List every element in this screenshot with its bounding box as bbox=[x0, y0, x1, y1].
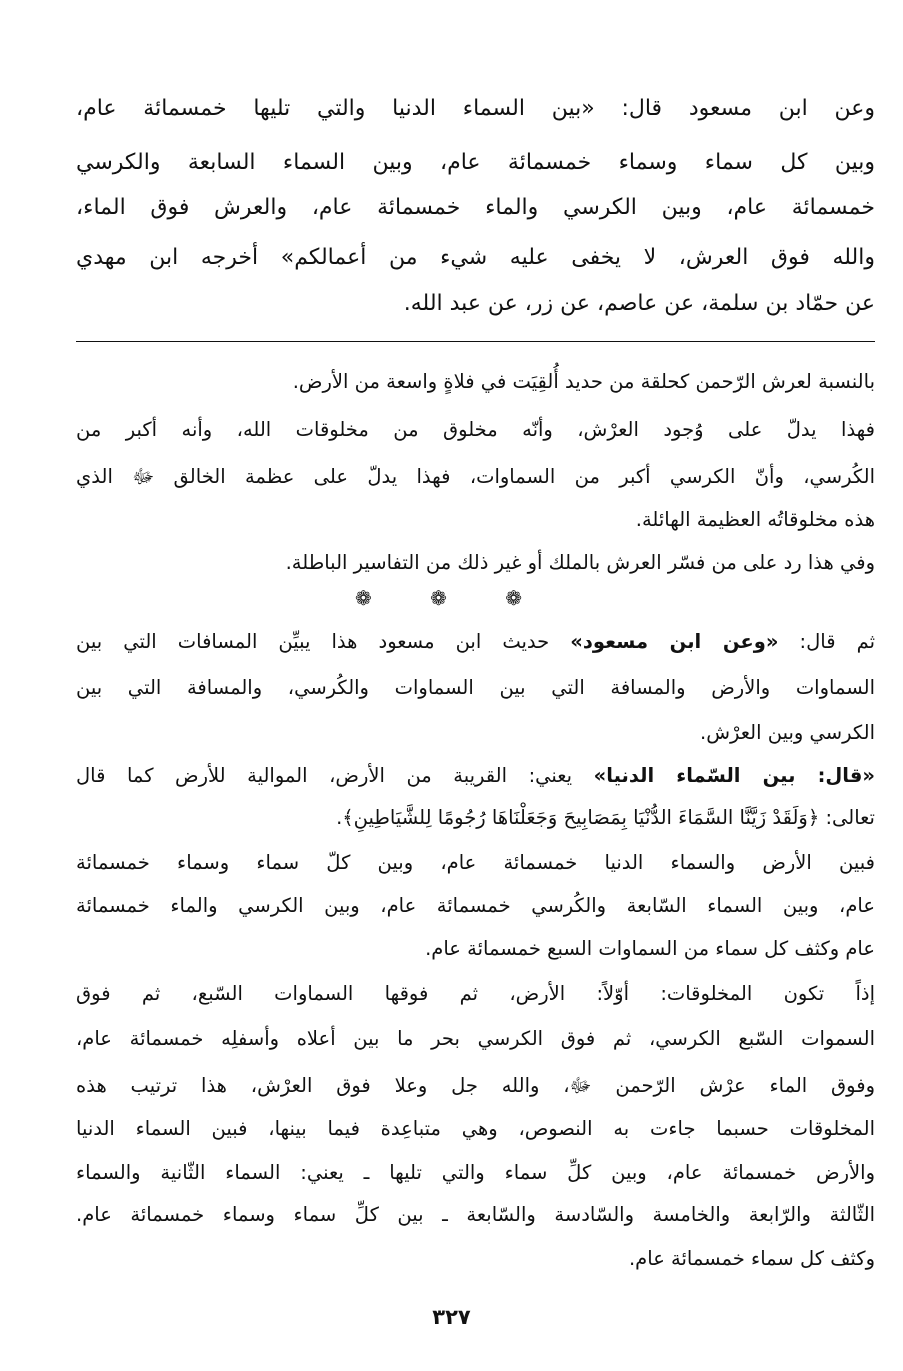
hadith-line: وبين كل سماء وسماء خمسمائة عام، وبين السماء السابعة والكرسي bbox=[76, 150, 875, 175]
body-line: المخلوقات حسبما جاءت به النصوص، وهي متباعِدة فيما بينها، فبين السماء الدنيا bbox=[76, 1117, 875, 1140]
lead-quote: «وعن ابن مسعود» bbox=[570, 630, 779, 653]
lead-rest: حديث ابن مسعود هذا يبيِّن المسافات التي بين bbox=[76, 630, 571, 653]
commentary-line: هذه مخلوقاتُه العظيمة الهائلة. bbox=[635, 508, 875, 531]
body-line: وفوق الماء عرْش الرّحمن ﷻ، والله جل وعلا فوق العرْش، هذا ترتيب هذه bbox=[76, 1074, 875, 1097]
commentary-line: بالنسبة لعرش الرّحمن كحلقة من حديد أُلقِيَت في فلاةٍ واسعة من الأرض. bbox=[292, 370, 875, 393]
hadith-line: والله فوق العرش، لا يخفى عليه شيء من أعمالكم» أخرجه ابن مهدي bbox=[76, 245, 875, 270]
hadith-line: عن حمّاد بن سلمة، عن عاصم، عن زر، عن عبد الله. bbox=[403, 291, 875, 316]
lead-quote: «قال: بين السّماء الدنيا» bbox=[593, 764, 875, 787]
body-line: عام وكثف كل سماء من السماوات السبع خمسمائة عام. bbox=[425, 937, 875, 960]
body-line: إذاً تكون المخلوقات: أوّلاً: الأرض، ثم فوقها السماوات السّبع، ثم فوق bbox=[76, 982, 875, 1005]
divider-rule bbox=[76, 341, 875, 342]
lead-rest: يعني: القريبة من الأرض، الموالية للأرض كما قال bbox=[76, 764, 594, 787]
section-2-line: السماوات والأرض والمسافة التي بين السماوات والكُرسي، والمسافة التي بين bbox=[76, 676, 875, 699]
body-line: وكثف كل سماء خمسمائة عام. bbox=[628, 1247, 875, 1270]
commentary-line: الكُرسي، وأنّ الكرسي أكبر من السماوات، فهذا يدلّ على عظمة الخالق ﷻ الذي bbox=[76, 465, 875, 488]
commentary-line: وفي هذا رد على من فسّر العرش بالملك أو غير ذلك من التفاسير الباطلة. bbox=[285, 551, 875, 574]
hadith-line: وعن ابن مسعود قال: «بين السماء الدنيا والتي تليها خمسمائة عام، bbox=[76, 96, 875, 121]
section-separator: ❁ ❁ ❁ bbox=[355, 586, 548, 610]
section-2-line: الكرسي وبين العرْش. bbox=[700, 721, 875, 744]
body-line: الثّالثة والرّابعة والخامسة والسّادسة والسّابعة ـ بين كلِّ سماء وسماء خمسمائة عام. bbox=[76, 1203, 875, 1226]
section-2-lead bbox=[76, 630, 875, 653]
body-line: والأرض خمسمائة عام، وبين كلِّ سماء والتي تليها ـ يعني: السماء الثّانية والسماء bbox=[76, 1161, 875, 1184]
commentary-line: فهذا يدلّ على وُجود العرْش، وأنّه مخلوق من مخلوقات الله، وأنه أكبر من bbox=[76, 418, 875, 441]
hadith-line: خمسمائة عام، وبين الكرسي والماء خمسمائة عام، والعرش فوق الماء، bbox=[76, 195, 875, 220]
lead-label: ثم قال: bbox=[778, 630, 875, 653]
body-line: السموات السّبع الكرسي، ثم فوق الكرسي بحر ما بين أعلاه وأسفلِه خمسمائة عام، bbox=[76, 1027, 875, 1050]
body-line: عام، وبين السماء السّابعة والكُرسي خمسمائة عام، وبين الكرسي والماء خمسمائة bbox=[76, 894, 875, 917]
page-number: ٣٢٧ bbox=[432, 1305, 471, 1329]
body-line: فبين الأرض والسماء الدنيا خمسمائة عام، وبين كلّ سماء وسماء خمسمائة bbox=[76, 851, 875, 874]
section-3-lead bbox=[76, 764, 875, 787]
quran-verse-line: تعالى: ﴿وَلَقَدْ زَيَّنَّا السَّمَاءَ الدُّنْيَا بِمَصَابِيحَ وَجَعَلْنَاهَا رُجُومًا لِلشَّيَاطِينِ﴾. bbox=[336, 806, 875, 829]
